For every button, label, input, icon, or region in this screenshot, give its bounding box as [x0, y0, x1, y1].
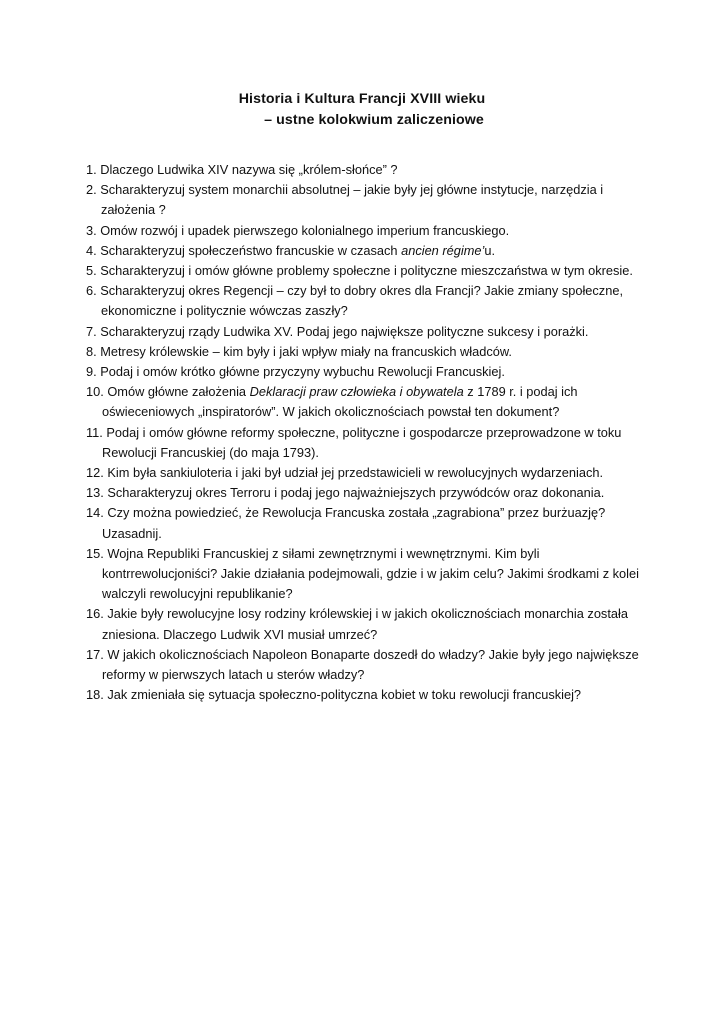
question-1: 1. Dlaczego Ludwika XIV nazywa się „królem-słońce” ?	[86, 162, 398, 177]
question-17: 17. W jakich okolicznościach Napoleon Bonaparte doszedł do władzy? Jakie były jego największe reformy w pierwszych latach u sterów władzy?	[86, 646, 639, 683]
question-8: 8. Metresy królewskie – kim były i jaki wpływ miały na francuskich władców.	[86, 343, 512, 359]
question-13: 13. Scharakteryzuj okres Terroru i podaj jego najważniejszych przywódców oraz dokonania.	[86, 485, 605, 501]
question-18: 18. Jak zmieniała się sytuacja społeczno-polityczna kobiet w toku rewolucji francuskiej?	[86, 687, 582, 703]
question-10-text-end: z 1789 r. i podaj ich oświeceniowych „inspiratorów”. W jakich okolicznościach powstał ten dokument?	[102, 384, 578, 420]
title-line-1: Historia i Kultura Francji XVIII wieku	[238, 91, 486, 107]
question-9: 9. Podaj i omów krótko główne przyczyny wybuchu Rewolucji Francuskiej.	[86, 364, 505, 380]
question-4-italic-term: ancien régime’	[401, 242, 485, 258]
question-12: 12. Kim była sankiuloteria i jaki był udział jej przedstawicieli w rewolucyjnych wydarzeniach.	[86, 465, 604, 481]
question-4-text-start: 4. Scharakteryzuj społeczeństwo francuskie w czasach	[86, 242, 402, 258]
question-16: 16. Jakie były rewolucyjne losy rodziny królewskiej i w jakich okolicznościach monarchia została zniesiona. Dlaczego Ludwik XVI musiał umrzeć?	[86, 606, 628, 642]
question-10-text-start: 10. Omów główne założenia	[86, 384, 250, 400]
question-15: 15. Wojna Republiki Francuskiej z siłami zewnętrznymi i wewnętrznymi. Kim byli kontrrewolucjoniści? Jakie działania podejmowali, gdzie i w jakim celu? Jakimi środkami z kolei walczyli rewolucyjni republikanie?	[86, 545, 639, 602]
question-3: 3. Omów rozwój i upadek pierwszego kolonialnego imperium francuskiego.	[86, 222, 510, 238]
question-4-text-end: u.	[484, 242, 496, 258]
question-5: 5. Scharakteryzuj i omów główne problemy społeczne i polityczne mieszczaństwa w tym okresie.	[86, 263, 633, 279]
question-list	[86, 160, 642, 705]
question-10-italic-title: Deklaracji praw człowieka i obywatela	[249, 384, 464, 400]
question-11: 11. Podaj i omów główne reformy społeczne, polityczne i gospodarcze przeprowadzone w toku Rewolucji Francuskiej (do maja 1793).	[86, 424, 622, 460]
question-4	[86, 241, 642, 261]
question-14: 14. Czy można powiedzieć, że Rewolucja Francuska została „zagrabiona” przez burżuazję? Uzasadnij.	[86, 505, 606, 541]
question-6: 6. Scharakteryzuj okres Regencji – czy był to dobry okres dla Francji? Jakie zmiany społeczne, ekonomiczne i politycznie wówczas zaszły?	[86, 283, 623, 319]
question-7: 7. Scharakteryzuj rządy Ludwika XV. Podaj jego największe polityczne sukcesy i porażki.	[86, 323, 589, 339]
question-2: 2. Scharakteryzuj system monarchii absolutnej – jakie były jej główne instytucje, narzędzia i założenia ?	[86, 182, 604, 218]
title-line-2: – ustne kolokwium zaliczeniowe	[264, 112, 484, 128]
document-title	[0, 89, 724, 131]
question-10	[86, 382, 642, 422]
